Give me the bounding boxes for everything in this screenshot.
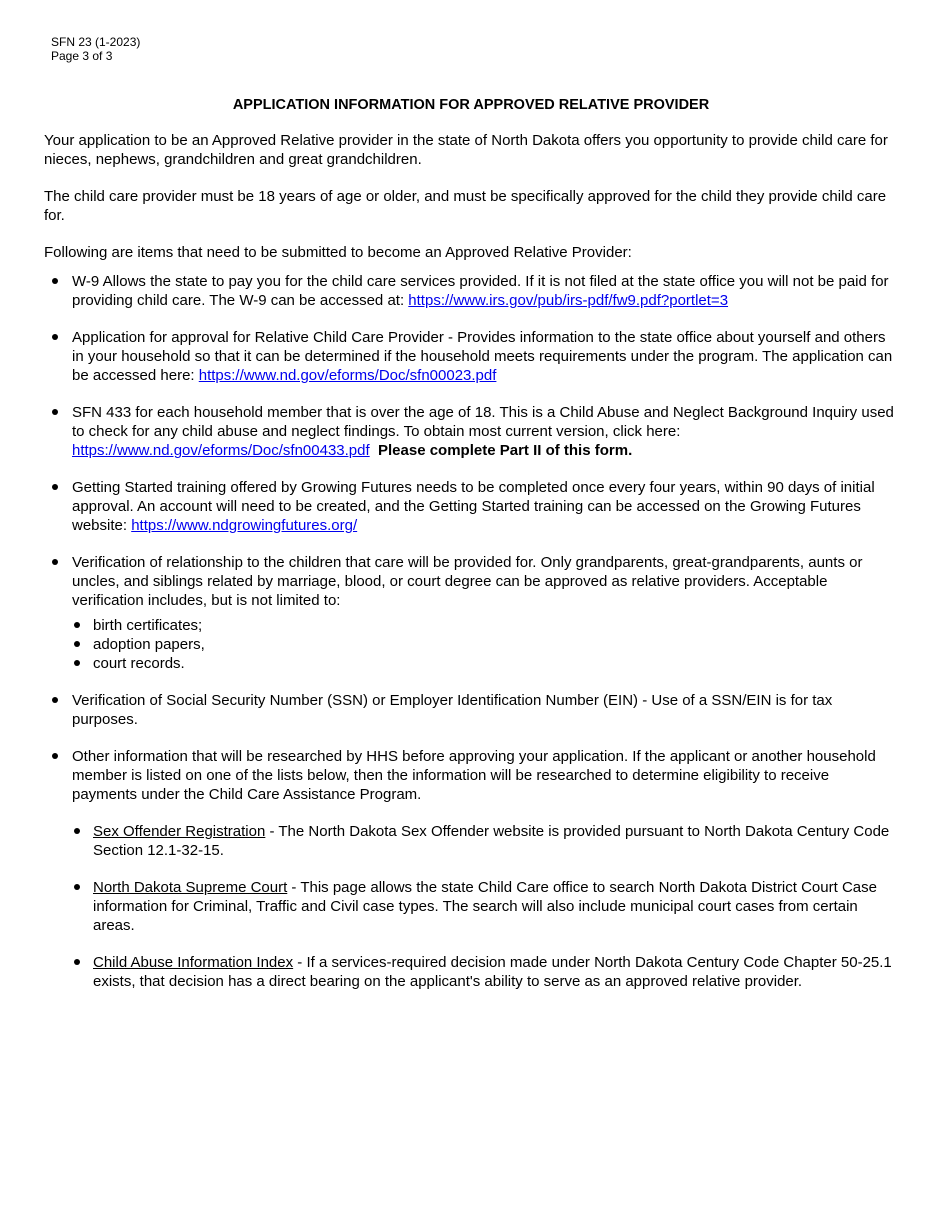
item-text: SFN 433 for each household member that is over the age of 18. This is a Child Abuse and Neglect Background Inquiry used to check for any child abuse and neglect findings. To obtain most current version, click here: [72,404,894,440]
item-text: Verification of relationship to the children that care will be provided for. Only grandparents, great-grandparents, aunts or uncles, and siblings related by marriage, blood, or court degree can be approved as relative providers. Acceptable verification includes, but is not limited to: [72,554,863,609]
growing-futures-link[interactable]: https://www.ndgrowingfutures.org/ [131,517,358,534]
item-text: Other information that will be researched by HHS before approving your application. If the applicant or another household member is listed on one of the lists below, then the information will be researched to determine eligibility to receive payments under the Child Care Assistance Program. [72,748,876,803]
child-abuse-information-index: Child Abuse Information Index [93,954,294,971]
list-item [72,822,896,860]
list-item [72,953,896,991]
list-item-w9 [44,272,896,310]
list-item: adoption papers, [72,635,896,654]
w9-link[interactable]: https://www.irs.gov/pub/irs-pdf/fw9.pdf?portlet=3 [408,292,729,309]
list-item-training [44,478,896,535]
complete-part-ii-note: Please complete Part II of this form. [378,442,633,459]
requirements-list [44,272,896,991]
item-text: Verification of Social Security Number (SSN) or Employer Identification Number (EIN) - Use of a SSN/EIN is for tax purposes. [72,692,833,728]
page-number: Page 3 of 3 [51,49,113,63]
intro-paragraph: Following are items that need to be submitted to become an Approved Relative Provider: [44,244,632,261]
item-text: - This page allows the state Child Care office to search North Dakota District Court Case information for Criminal, Traffic and Civil case types. The search will also include municipal court cases from certain areas. [93,879,877,934]
verification-list [72,616,896,673]
item-text: - The North Dakota Sex Offender website is provided pursuant to North Dakota Century Code Section 12.1-32-15. [93,823,890,859]
list-item: court records. [72,654,896,673]
document-body [44,131,896,1009]
intro-paragraph: Your application to be an Approved Relative provider in the state of North Dakota offers you opportunity to provide child care for nieces, nephews, grandchildren and great grandchildren. [44,132,888,168]
list-item-sfn433 [44,403,896,460]
item-text: W-9 Allows the state to pay you for the child care services provided. If it is not filed at the state office you will not be paid for providing child care. The W-9 can be accessed at: [72,273,889,309]
sfn433-link[interactable]: https://www.nd.gov/eforms/Doc/sfn00433.pdf [72,442,370,459]
research-list [72,822,896,991]
list-item-application [44,328,896,385]
list-item-relationship [44,553,896,673]
form-number: SFN 23 (1-2023) [51,35,141,49]
list-item [72,878,896,935]
list-item-ssn [44,691,896,729]
intro-paragraph: The child care provider must be 18 years of age or older, and must be specifically approved for the child they provide child care for. [44,188,887,224]
page-title: APPLICATION INFORMATION FOR APPROVED RELATIVE PROVIDER [232,97,710,113]
item-text: Getting Started training offered by Growing Futures needs to be completed once every four years, within 90 days of initial approval. An account will need to be created, and the Getting Started training can be accessed on the Growing Futures website: [72,479,875,534]
item-text: - If a services-required decision made under North Dakota Century Code Chapter 50-25.1 exists, that decision has a direct bearing on the applicant's ability to serve as an approved relative provider. [93,954,892,990]
application-link[interactable]: https://www.nd.gov/eforms/Doc/sfn00023.pdf [198,367,497,384]
list-item-other [44,747,896,991]
item-text: Application for approval for Relative Child Care Provider - Provides information to the state office about yourself and others in your household so that it can be determined if the household meets requirements under the program. The application can be accessed here: [72,329,893,384]
form-identifier [51,35,140,63]
sex-offender-registration: Sex Offender Registration [93,823,266,840]
list-item: birth certificates; [72,616,896,635]
nd-supreme-court: North Dakota Supreme Court [93,879,288,896]
